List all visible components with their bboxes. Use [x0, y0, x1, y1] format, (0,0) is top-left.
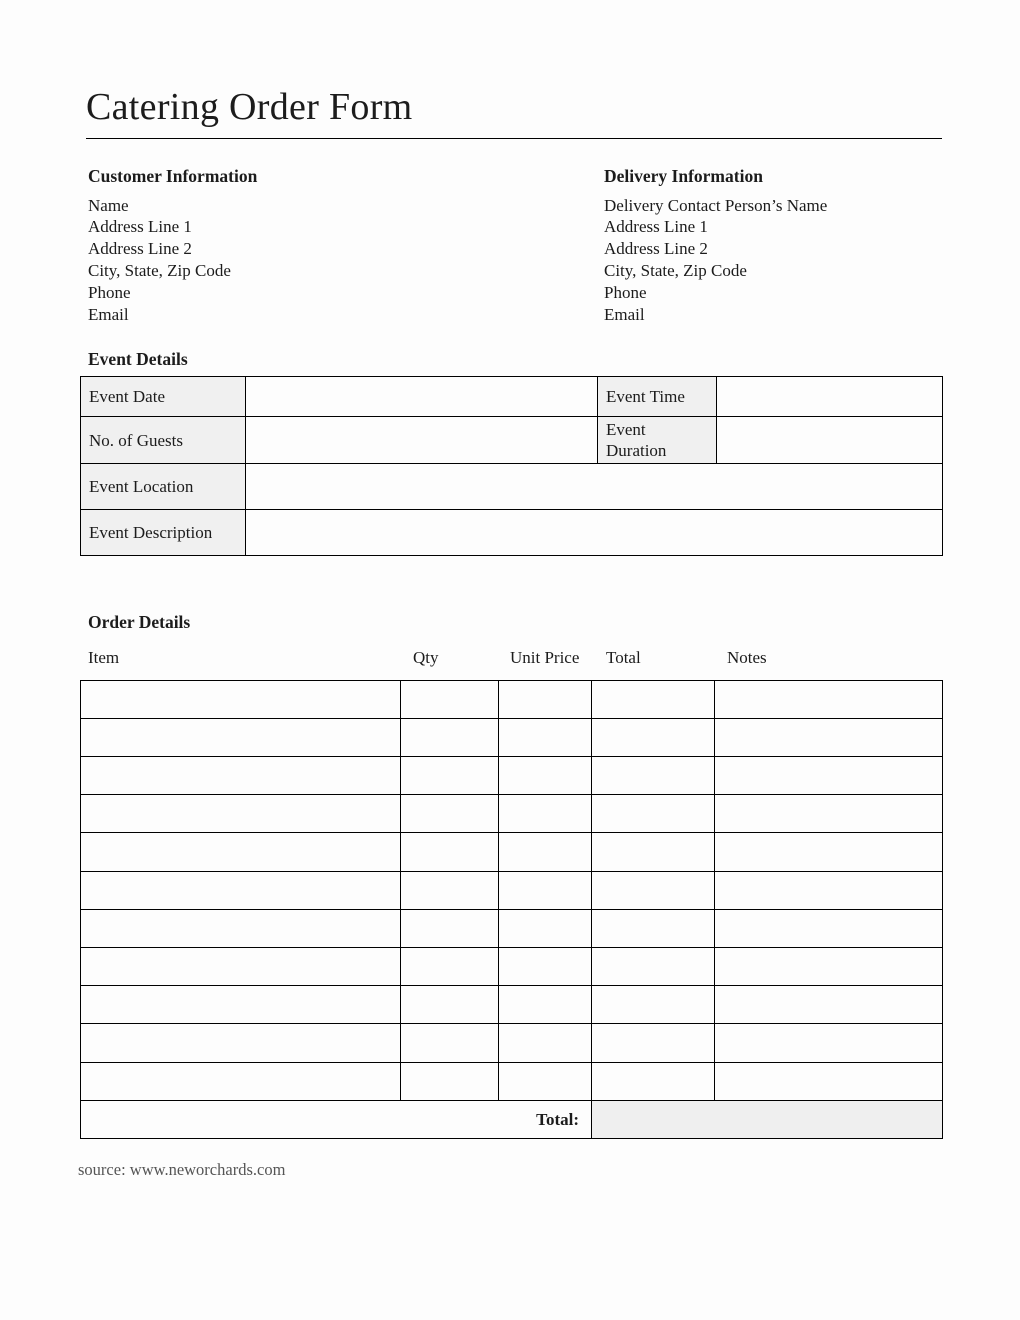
order-cell-qty[interactable]	[401, 1024, 499, 1062]
order-row	[81, 757, 943, 795]
order-cell-unit-price[interactable]	[499, 718, 592, 756]
contact-info-section	[80, 166, 942, 326]
order-cell-qty[interactable]	[401, 757, 499, 795]
order-cell-unit-price[interactable]	[499, 757, 592, 795]
order-cell-total[interactable]	[592, 833, 715, 871]
order-cell-qty[interactable]	[401, 718, 499, 756]
column-header-item: Item	[88, 648, 120, 668]
order-cell-notes[interactable]	[715, 871, 943, 909]
source-attribution: source: www.neworchards.com	[78, 1159, 286, 1179]
delivery-information-block	[604, 166, 942, 326]
event-time-label: Event Time	[598, 377, 717, 417]
document-content	[80, 0, 942, 1180]
order-cell-notes[interactable]	[715, 718, 943, 756]
total-label: Total:	[81, 1100, 592, 1138]
order-row	[81, 871, 943, 909]
order-cell-notes[interactable]	[715, 1062, 943, 1100]
order-cell-notes[interactable]	[715, 795, 943, 833]
order-row	[81, 909, 943, 947]
event-details-table	[80, 376, 943, 556]
order-cell-total[interactable]	[592, 948, 715, 986]
customer-phone-label: Phone	[88, 282, 131, 302]
event-row-description	[81, 510, 943, 556]
customer-name-label: Name	[88, 195, 129, 215]
order-cell-qty[interactable]	[401, 948, 499, 986]
order-cell-total[interactable]	[592, 795, 715, 833]
event-date-label: Event Date	[81, 377, 246, 417]
order-cell-total[interactable]	[592, 680, 715, 718]
order-details-table	[80, 680, 943, 1139]
order-cell-unit-price[interactable]	[499, 1062, 592, 1100]
order-cell-total[interactable]	[592, 1024, 715, 1062]
order-cell-qty[interactable]	[401, 680, 499, 718]
title-divider	[86, 138, 942, 139]
page-title: Catering Order Form	[86, 86, 413, 128]
order-cell-notes[interactable]	[715, 948, 943, 986]
column-header-unit-price: Unit Price	[510, 648, 580, 668]
no-of-guests-label: No. of Guests	[81, 417, 246, 464]
event-row-location	[81, 464, 943, 510]
order-cell-total[interactable]	[592, 986, 715, 1024]
order-cell-item[interactable]	[81, 833, 401, 871]
order-cell-qty[interactable]	[401, 1062, 499, 1100]
order-cell-item[interactable]	[81, 795, 401, 833]
order-cell-item[interactable]	[81, 909, 401, 947]
order-row	[81, 1062, 943, 1100]
order-row	[81, 795, 943, 833]
event-details-heading: Event Details	[88, 349, 188, 370]
order-cell-item[interactable]	[81, 1024, 401, 1062]
customer-address2-label: Address Line 2	[88, 239, 192, 259]
order-cell-qty[interactable]	[401, 871, 499, 909]
order-cell-total[interactable]	[592, 757, 715, 795]
customer-email-label: Email	[88, 304, 129, 324]
order-cell-total[interactable]	[592, 871, 715, 909]
order-cell-total[interactable]	[592, 718, 715, 756]
customer-information-block	[80, 166, 604, 326]
order-cell-unit-price[interactable]	[499, 948, 592, 986]
order-cell-item[interactable]	[81, 1062, 401, 1100]
delivery-email-label: Email	[604, 304, 645, 324]
order-cell-unit-price[interactable]	[499, 1024, 592, 1062]
customer-city-state-zip-label: City, State, Zip Code	[88, 260, 231, 280]
customer-information-heading: Customer Information	[88, 165, 258, 186]
order-row	[81, 1024, 943, 1062]
order-cell-item[interactable]	[81, 986, 401, 1024]
delivery-phone-label: Phone	[604, 282, 647, 302]
order-cell-total[interactable]	[592, 1062, 715, 1100]
order-row	[81, 986, 943, 1024]
order-row	[81, 948, 943, 986]
event-description-field[interactable]	[246, 510, 943, 556]
order-cell-notes[interactable]	[715, 986, 943, 1024]
order-cell-item[interactable]	[81, 680, 401, 718]
event-duration-field[interactable]	[717, 417, 943, 464]
event-date-field[interactable]	[246, 377, 598, 417]
column-header-total: Total	[606, 648, 641, 668]
order-cell-unit-price[interactable]	[499, 833, 592, 871]
order-cell-unit-price[interactable]	[499, 680, 592, 718]
order-cell-notes[interactable]	[715, 833, 943, 871]
total-value-field[interactable]	[592, 1100, 943, 1138]
order-row	[81, 718, 943, 756]
order-total-row	[81, 1100, 943, 1138]
order-cell-notes[interactable]	[715, 909, 943, 947]
event-location-field[interactable]	[246, 464, 943, 510]
event-time-field[interactable]	[717, 377, 943, 417]
order-cell-item[interactable]	[81, 718, 401, 756]
event-row-guests-duration	[81, 417, 943, 464]
delivery-address1-label: Address Line 1	[604, 217, 708, 237]
event-row-date-time	[81, 377, 943, 417]
order-cell-notes[interactable]	[715, 1024, 943, 1062]
order-cell-item[interactable]	[81, 757, 401, 795]
order-table-column-headers	[80, 648, 942, 668]
order-row	[81, 680, 943, 718]
order-cell-total[interactable]	[592, 909, 715, 947]
customer-address1-label: Address Line 1	[88, 217, 192, 237]
order-cell-item[interactable]	[81, 948, 401, 986]
order-cell-item[interactable]	[81, 871, 401, 909]
column-header-qty: Qty	[413, 648, 439, 668]
event-description-label: Event Description	[81, 510, 246, 556]
order-cell-qty[interactable]	[401, 909, 499, 947]
order-cell-unit-price[interactable]	[499, 871, 592, 909]
order-cell-unit-price[interactable]	[499, 909, 592, 947]
order-cell-qty[interactable]	[401, 795, 499, 833]
column-header-notes: Notes	[727, 648, 767, 668]
order-table-body	[81, 680, 943, 1100]
delivery-address2-label: Address Line 2	[604, 239, 708, 259]
order-cell-notes[interactable]	[715, 680, 943, 718]
no-of-guests-field[interactable]	[246, 417, 598, 464]
order-cell-qty[interactable]	[401, 833, 499, 871]
event-location-label: Event Location	[81, 464, 246, 510]
order-cell-unit-price[interactable]	[499, 795, 592, 833]
order-details-heading: Order Details	[88, 612, 191, 633]
delivery-contact-name-label: Delivery Contact Person’s Name	[604, 195, 828, 215]
delivery-city-state-zip-label: City, State, Zip Code	[604, 260, 747, 280]
order-cell-unit-price[interactable]	[499, 986, 592, 1024]
order-cell-notes[interactable]	[715, 757, 943, 795]
event-duration-label: Event Duration	[598, 417, 717, 464]
order-row	[81, 833, 943, 871]
order-cell-qty[interactable]	[401, 986, 499, 1024]
delivery-information-heading: Delivery Information	[604, 165, 763, 186]
